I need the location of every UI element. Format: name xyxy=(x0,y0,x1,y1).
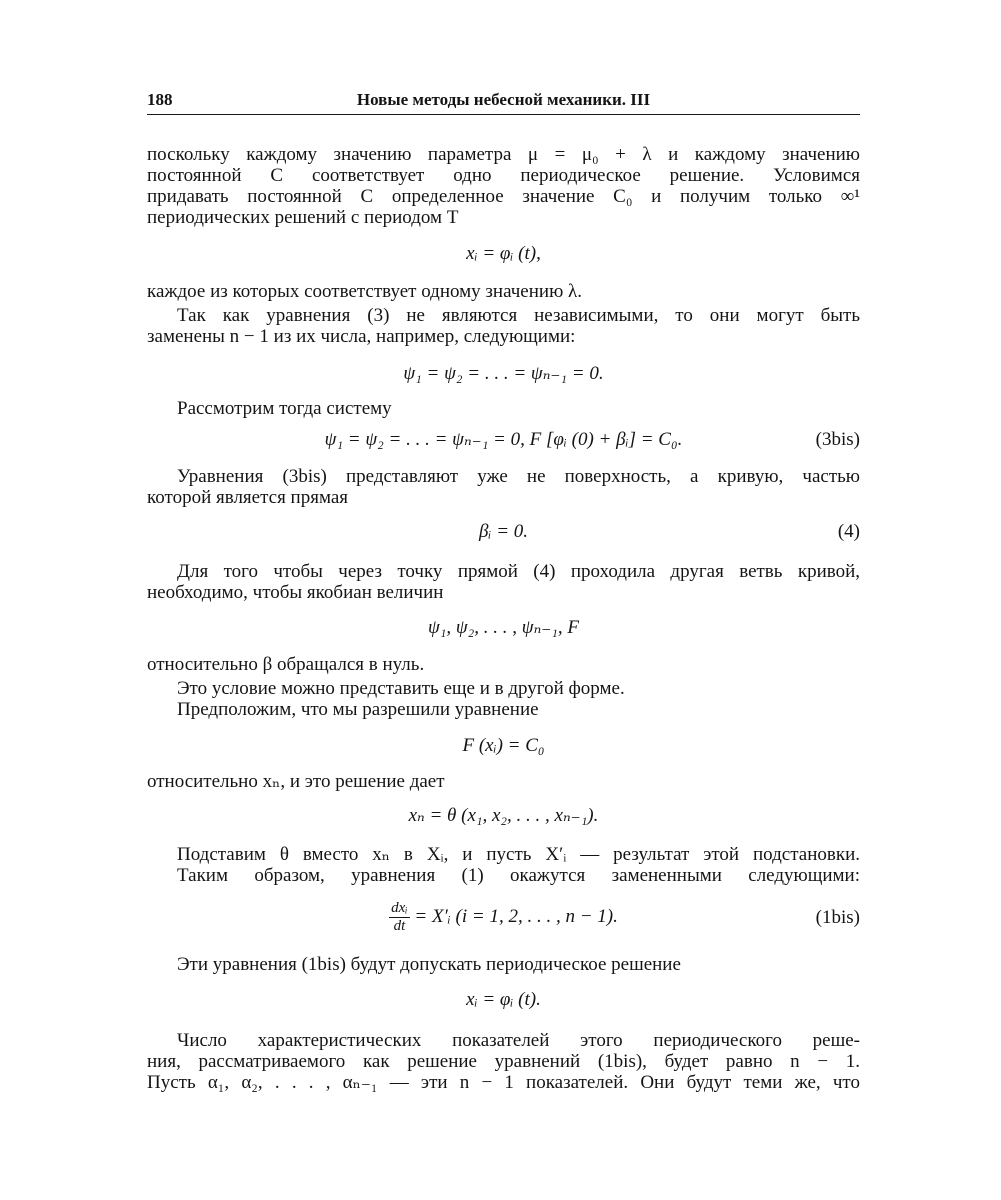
text-line: Предположим, что мы разрешили уравнение xyxy=(177,699,539,720)
derivative-fraction xyxy=(389,900,410,935)
text-line: периодических решений с периодом T xyxy=(147,207,459,228)
equation: ψ₁, ψ₂, . . . , ψₙ₋₁, F xyxy=(427,617,580,638)
text-line: Так как уравнения (3) не являются независимыми, то они могут быть xyxy=(177,305,860,326)
text-line: поскольку каждому значению параметра μ = μ₀ + λ и каждому значению xyxy=(147,144,860,165)
text-line: Эти уравнения (1bis) будут допускать периодическое решение xyxy=(177,954,681,975)
equation: ψ₁ = ψ₂ = . . . = ψₙ₋₁ = 0. xyxy=(403,363,604,384)
text-line: Рассмотрим тогда систему xyxy=(177,398,392,419)
text-line: Пусть α₁, α₂, . . . , αₙ₋₁ — эти n − 1 показателей. Они будут теми же, что xyxy=(147,1072,860,1093)
text-line: Подставим θ вместо xₙ в Xᵢ, и пусть X′ᵢ — результат этой подстановки. xyxy=(177,844,860,865)
fraction-denominator: dt xyxy=(393,918,406,934)
equation-1bis xyxy=(147,900,860,935)
text-line: Для того чтобы через точку прямой (4) проходила другая ветвь кривой, xyxy=(177,561,860,582)
text-line: которой является прямая xyxy=(147,487,349,508)
text-line: постоянной C соответствует одно периодическое решение. Условимся xyxy=(147,165,860,186)
text-line: Уравнения (3bis) представляют уже не поверхность, а кривую, частью xyxy=(177,466,860,487)
text-line: придавать постоянной C определенное значение C₀ и получим только ∞¹ xyxy=(147,186,860,207)
running-title: Новые методы небесной механики. III xyxy=(356,90,651,109)
text-line: Число характеристических показателей этого периодического реше- xyxy=(177,1030,860,1051)
equation-rest: = X′ᵢ (i = 1, 2, . . . , n − 1). xyxy=(414,905,618,927)
equation: xᵢ = φᵢ (t). xyxy=(466,989,541,1010)
text-line: необходимо, чтобы якобиан величин xyxy=(147,582,444,603)
equation-number: (3bis) xyxy=(815,429,860,450)
equation: xᵢ = φᵢ (t), xyxy=(466,243,541,264)
page-header xyxy=(147,88,860,115)
text-line: Это условие можно представить еще и в другой форме. xyxy=(177,678,625,699)
book-page xyxy=(147,88,860,1093)
text-line: заменены n − 1 из их числа, например, следующими: xyxy=(147,326,576,347)
fraction-numerator: dxᵢ xyxy=(391,900,408,916)
page-number: 188 xyxy=(147,90,173,109)
text-line: ния, рассматриваемого как решение уравнений (1bis), будет равно n − 1. xyxy=(147,1051,860,1072)
text-line: относительно xₙ, и это решение дает xyxy=(147,771,445,792)
equation-number: (4) xyxy=(837,521,860,542)
equation: xₙ = θ (x₁, x₂, . . . , xₙ₋₁). xyxy=(408,805,599,826)
text-line: Таким образом, уравнения (1) окажутся замененными следующими: xyxy=(177,865,860,886)
equation: ψ₁ = ψ₂ = . . . = ψₙ₋₁ = 0, F [φᵢ (0) + βᵢ] = C₀. xyxy=(324,429,683,450)
text-line: относительно β обращался в нуль. xyxy=(147,654,425,675)
equation-number: (1bis) xyxy=(815,907,860,928)
text-line: каждое из которых соответствует одному значению λ. xyxy=(147,281,582,302)
equation: βᵢ = 0. xyxy=(478,521,529,542)
equation: F (xᵢ) = C₀ xyxy=(462,735,545,756)
